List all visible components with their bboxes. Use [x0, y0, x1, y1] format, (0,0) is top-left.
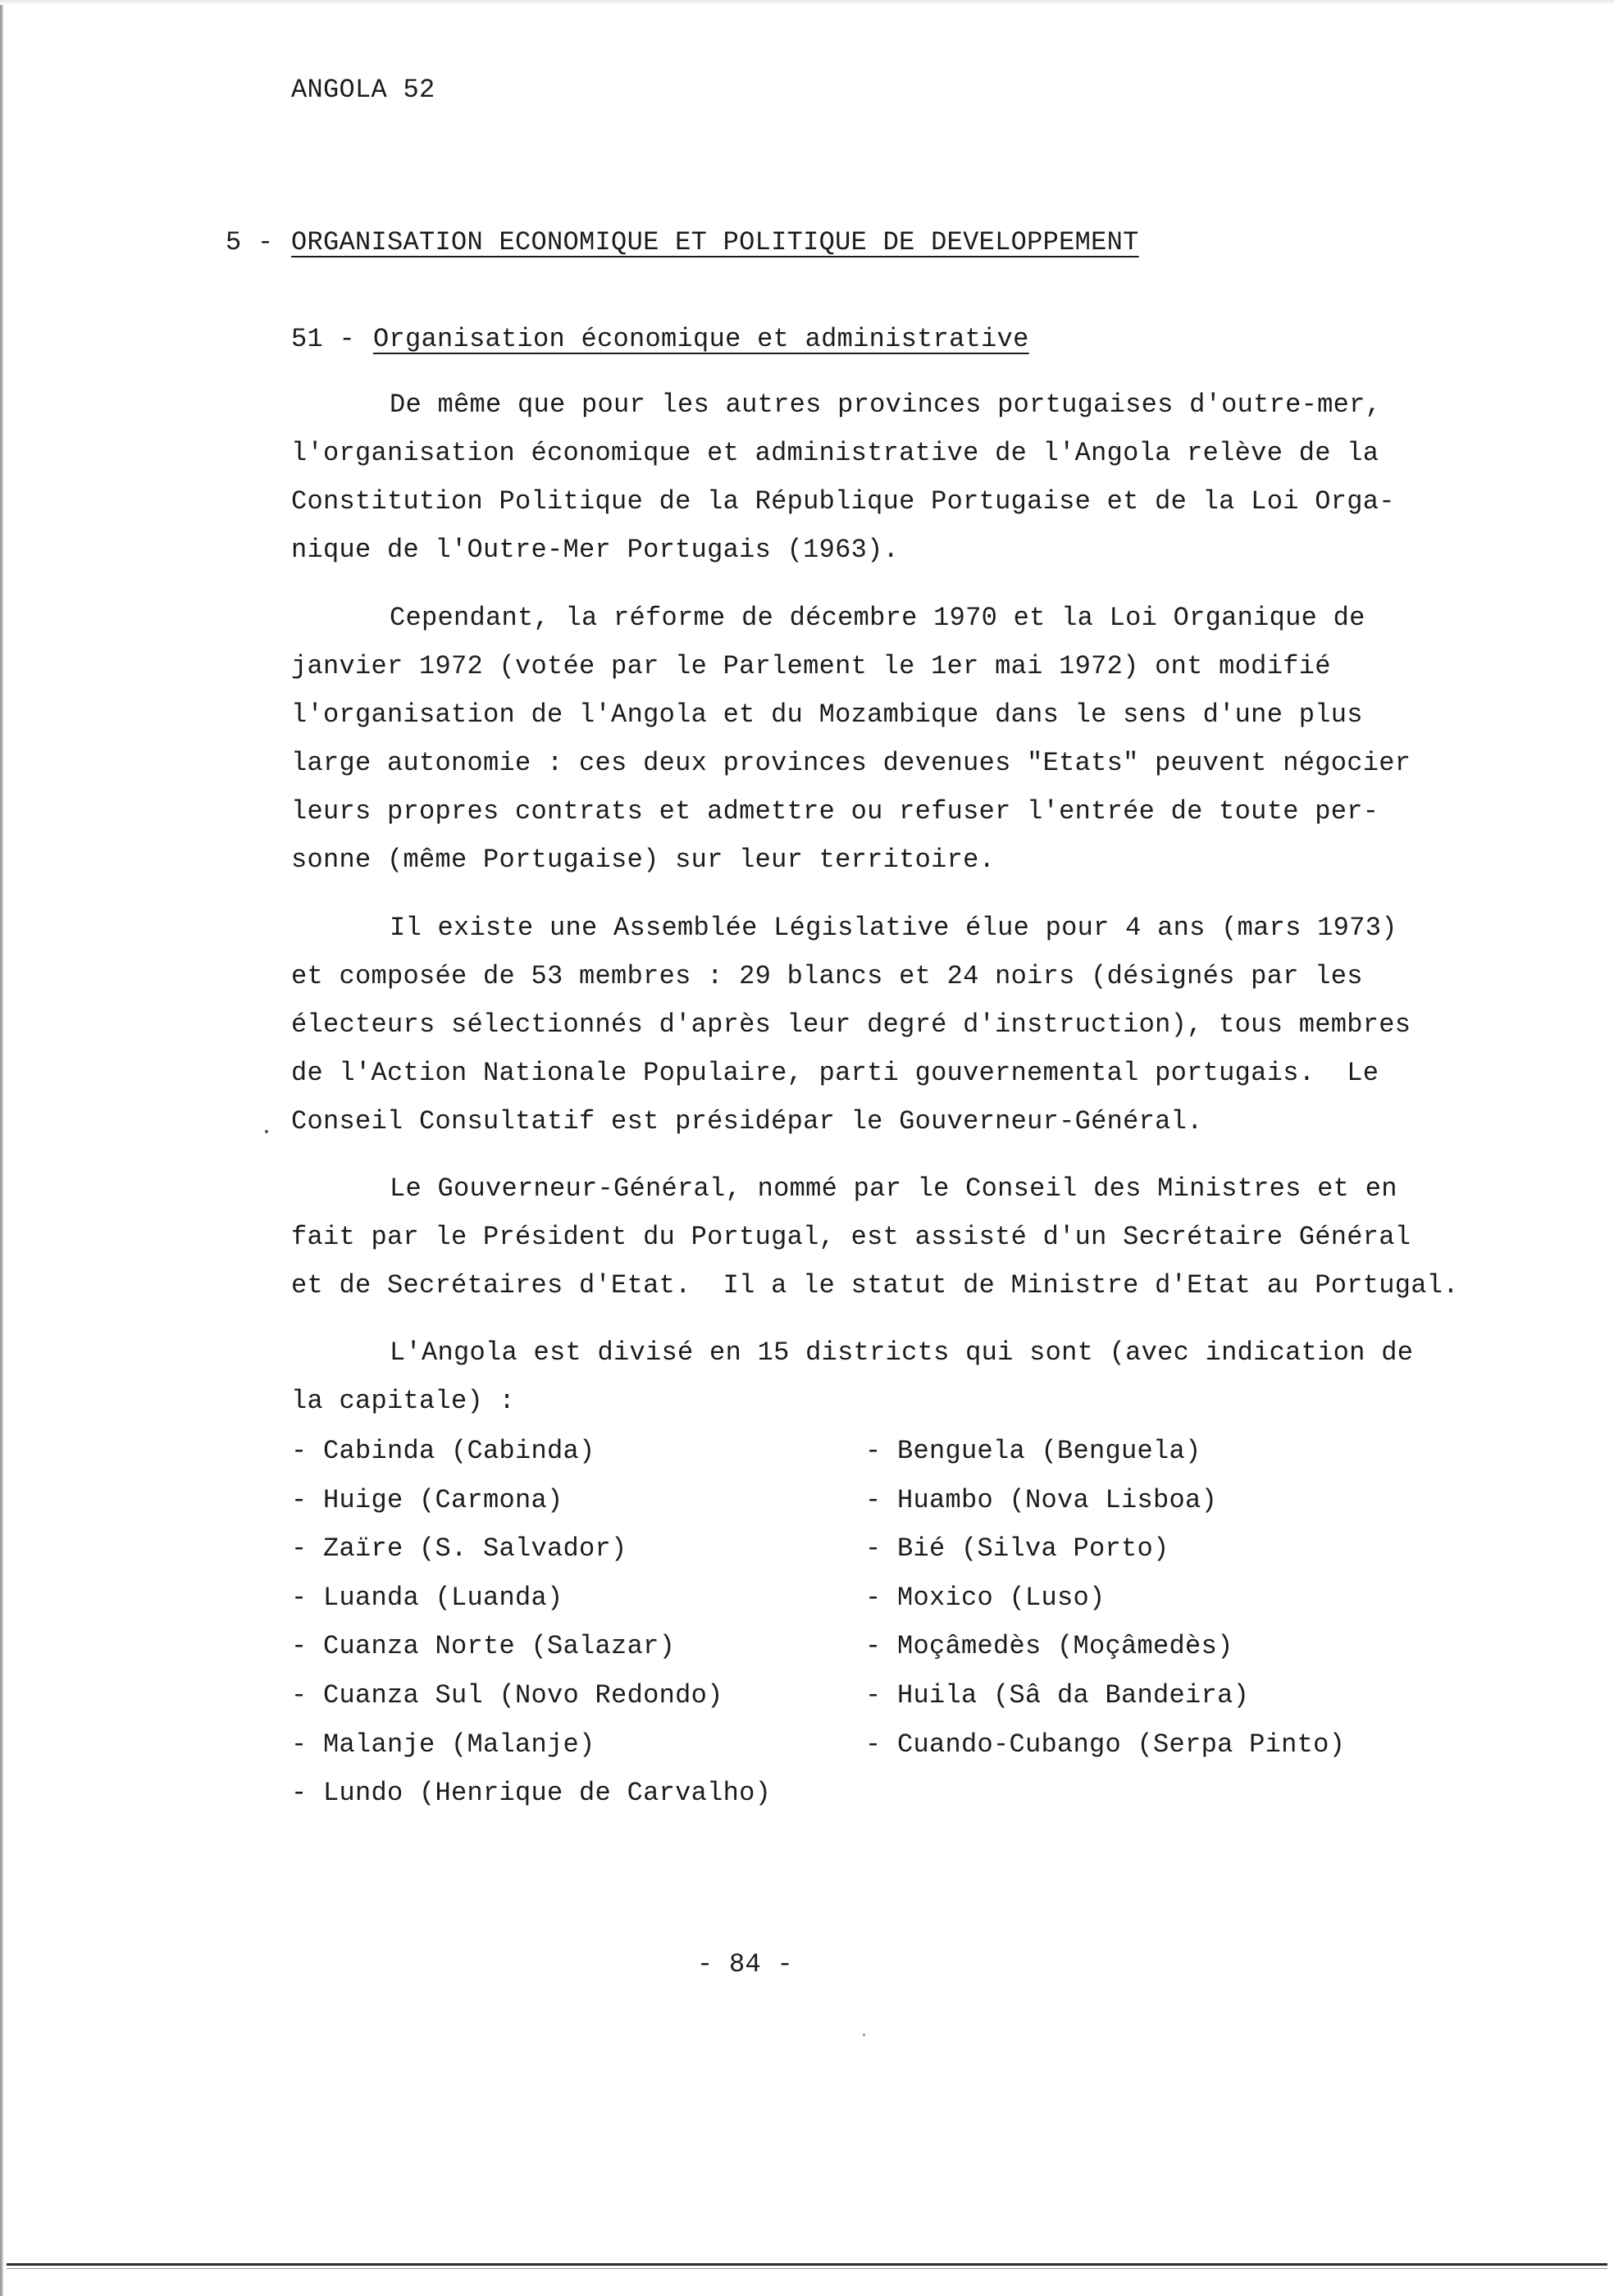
- paragraph-line: large autonomie : ces deux provinces devenues "Etats" peuvent négocier: [291, 748, 1411, 778]
- district-item: - Malanje (Malanje): [291, 1729, 595, 1760]
- paragraph-line: Conseil Consultatif est présidépar le Gouverneur-Général.: [291, 1106, 1203, 1137]
- page-number: - 84 -: [697, 1949, 794, 1979]
- subsection-title: Organisation économique et administrative: [373, 324, 1029, 354]
- paragraph-line: et de Secrétaires d'Etat. Il a le statut de Ministre d'Etat au Portugal.: [291, 1270, 1459, 1301]
- paragraph-line: sonne (même Portugaise) sur leur territoire.: [291, 845, 996, 875]
- district-item: - Cabinda (Cabinda): [291, 1436, 595, 1466]
- stray-mark: [863, 2034, 865, 2036]
- district-item: - Zaïre (S. Salvador): [291, 1533, 627, 1564]
- paragraph-line: l'organisation économique et administrative de l'Angola relève de la: [291, 438, 1379, 468]
- paragraph-line: L'Angola est divisé en 15 districts qui sont (avec indication de: [390, 1337, 1414, 1368]
- paragraph-line: Cependant, la réforme de décembre 1970 et la Loi Organique de: [390, 603, 1366, 633]
- scan-edge-top: [0, 0, 1614, 5]
- stray-mark: [265, 1130, 268, 1133]
- paragraph-line: De même que pour les autres provinces portugaises d'outre-mer,: [390, 390, 1382, 420]
- paragraph-line: fait par le Président du Portugal, est assisté d'un Secrétaire Général: [291, 1222, 1411, 1252]
- district-item: - Huila (Sâ da Bandeira): [865, 1680, 1250, 1711]
- paragraph-line: Constitution Politique de la République Portugaise et de la Loi Orga-: [291, 486, 1395, 517]
- district-item: - Benguela (Benguela): [865, 1436, 1201, 1466]
- scan-edge-bottom-rule-faint: [7, 2268, 1607, 2269]
- paragraph-line: leurs propres contrats et admettre ou refuser l'entrée de toute per-: [291, 796, 1379, 827]
- district-item: - Cuanza Sul (Novo Redondo): [291, 1680, 723, 1711]
- section-number: 5 -: [226, 227, 290, 257]
- district-item: - Moxico (Luso): [865, 1583, 1106, 1613]
- district-item: - Huambo (Nova Lisboa): [865, 1485, 1218, 1515]
- paragraph-line: Il existe une Assemblée Législative élue pour 4 ans (mars 1973): [390, 913, 1397, 943]
- paragraph-line: janvier 1972 (votée par le Parlement le 1er mai 1972) ont modifié: [291, 651, 1331, 681]
- paragraph-line: Le Gouverneur-Général, nommé par le Conseil des Ministres et en: [390, 1173, 1397, 1204]
- paragraph-line: l'organisation de l'Angola et du Mozambique dans le sens d'une plus: [291, 699, 1363, 730]
- section-title: ORGANISATION ECONOMIQUE ET POLITIQUE DE DEVELOPPEMENT: [291, 227, 1139, 257]
- paragraph-line: nique de l'Outre-Mer Portugais (1963).: [291, 535, 900, 565]
- paragraph-line: et composée de 53 membres : 29 blancs et 24 noirs (désignés par les: [291, 961, 1363, 991]
- paragraph-line: électeurs sélectionnés d'après leur degré d'instruction), tous membres: [291, 1009, 1411, 1040]
- scan-edge-left: [0, 0, 3, 2296]
- paragraph-line: la capitale) :: [291, 1386, 516, 1416]
- district-item: - Luanda (Luanda): [291, 1583, 563, 1613]
- district-item: - Bié (Silva Porto): [865, 1533, 1169, 1564]
- district-item: - Moçâmedès (Moçâmedès): [865, 1631, 1233, 1661]
- district-item: - Cuanza Norte (Salazar): [291, 1631, 676, 1661]
- paragraph-line: de l'Action Nationale Populaire, parti gouvernemental portugais. Le: [291, 1058, 1379, 1088]
- district-item: - Huige (Carmona): [291, 1485, 563, 1515]
- subsection-number: 51 -: [291, 324, 372, 354]
- scan-edge-bottom-rule: [7, 2263, 1607, 2266]
- running-head: ANGOLA 52: [291, 75, 435, 105]
- district-item: - Cuando-Cubango (Serpa Pinto): [865, 1729, 1346, 1760]
- district-item: - Lundo (Henrique de Carvalho): [291, 1778, 772, 1808]
